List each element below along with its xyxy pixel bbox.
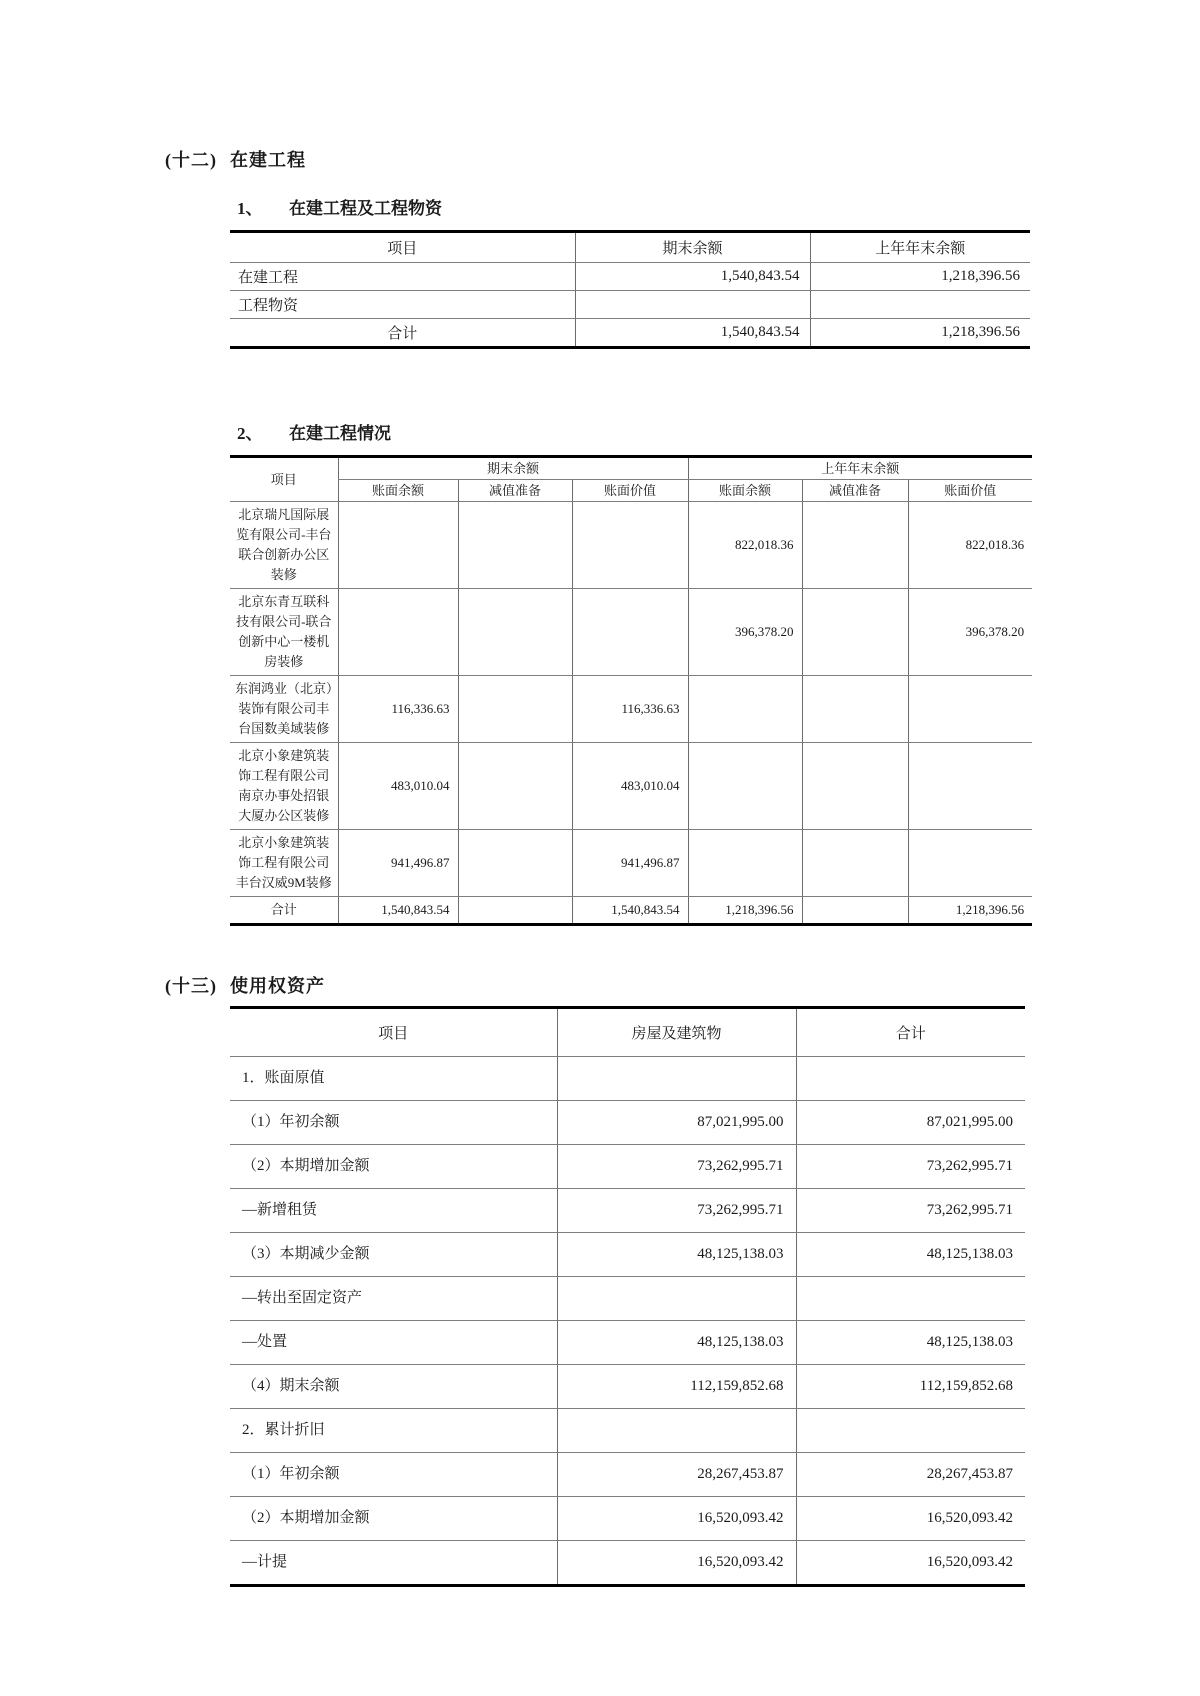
buildings-value-cell bbox=[557, 1409, 796, 1453]
value-cell: 1,218,396.56 bbox=[908, 897, 1032, 925]
value-cell bbox=[802, 897, 908, 925]
buildings-value-cell bbox=[557, 1277, 796, 1321]
table-header-group-row bbox=[230, 457, 1032, 480]
item-cell: （1）年初余额 bbox=[230, 1101, 557, 1145]
prior-balance-cell: 1,218,396.56 bbox=[810, 319, 1030, 348]
section-title: 在建工程 bbox=[230, 150, 306, 170]
value-cell bbox=[688, 830, 802, 897]
value-cell bbox=[458, 897, 572, 925]
value-cell bbox=[458, 743, 572, 830]
value-cell bbox=[688, 676, 802, 743]
table-row bbox=[230, 502, 1032, 589]
value-cell bbox=[458, 502, 572, 589]
total-value-cell: 28,267,453.87 bbox=[796, 1453, 1025, 1497]
prior-balance-cell bbox=[810, 291, 1030, 319]
total-value-cell: 87,021,995.00 bbox=[796, 1101, 1025, 1145]
section-heading-13 bbox=[165, 974, 1200, 998]
table-row bbox=[230, 589, 1032, 676]
table-row bbox=[230, 291, 1030, 319]
column-header-prior-balance: 上年年末余额 bbox=[810, 232, 1030, 263]
buildings-value-cell: 16,520,093.42 bbox=[557, 1497, 796, 1541]
item-cell: （2）本期增加金额 bbox=[230, 1145, 557, 1189]
buildings-value-cell bbox=[557, 1057, 796, 1101]
item-cell: （3）本期减少金额 bbox=[230, 1233, 557, 1277]
value-cell bbox=[802, 502, 908, 589]
value-cell bbox=[458, 830, 572, 897]
subheader-impairment: 减值准备 bbox=[802, 480, 908, 502]
cip-detail-table bbox=[230, 455, 1032, 926]
column-header-buildings: 房屋及建筑物 bbox=[557, 1008, 796, 1057]
buildings-value-cell: 28,267,453.87 bbox=[557, 1453, 796, 1497]
section-title: 使用权资产 bbox=[230, 976, 325, 996]
total-row bbox=[230, 319, 1030, 348]
buildings-value-cell: 87,021,995.00 bbox=[557, 1101, 796, 1145]
subheader-book-balance: 账面余额 bbox=[688, 480, 802, 502]
subsection-caption-2 bbox=[237, 423, 1200, 445]
value-cell bbox=[688, 743, 802, 830]
value-cell: 941,496.87 bbox=[338, 830, 458, 897]
total-value-cell bbox=[796, 1277, 1025, 1321]
value-cell: 483,010.04 bbox=[338, 743, 458, 830]
table-subheader-row bbox=[230, 480, 1032, 502]
subsection-title: 在建工程及工程物资 bbox=[289, 199, 442, 218]
table-row bbox=[230, 1409, 1025, 1453]
buildings-value-cell: 73,262,995.71 bbox=[557, 1145, 796, 1189]
total-value-cell: 73,262,995.71 bbox=[796, 1189, 1025, 1233]
total-value-cell: 73,262,995.71 bbox=[796, 1145, 1025, 1189]
value-cell bbox=[338, 502, 458, 589]
total-value-cell: 16,520,093.42 bbox=[796, 1541, 1025, 1586]
value-cell bbox=[802, 676, 908, 743]
value-cell: 116,336.63 bbox=[338, 676, 458, 743]
item-cell: 在建工程 bbox=[230, 263, 575, 291]
buildings-value-cell: 73,262,995.71 bbox=[557, 1189, 796, 1233]
subsection-title: 在建工程情况 bbox=[289, 424, 391, 443]
value-cell: 822,018.36 bbox=[908, 502, 1032, 589]
table-row bbox=[230, 676, 1032, 743]
value-cell: 396,378.20 bbox=[688, 589, 802, 676]
buildings-value-cell: 48,125,138.03 bbox=[557, 1321, 796, 1365]
total-value-cell bbox=[796, 1057, 1025, 1101]
table-row bbox=[230, 1365, 1025, 1409]
item-cell: —新增租赁 bbox=[230, 1189, 557, 1233]
table-row bbox=[230, 1497, 1025, 1541]
table-row bbox=[230, 1057, 1025, 1101]
project-name-cell: 北京小象建筑装饰工程有限公司南京办事处招银大厦办公区装修 bbox=[230, 743, 338, 830]
table-row bbox=[230, 1453, 1025, 1497]
column-header-ending-balance: 期末余额 bbox=[575, 232, 810, 263]
project-name-cell: 北京瑞凡国际展览有限公司-丰台联合创新办公区装修 bbox=[230, 502, 338, 589]
table-row bbox=[230, 743, 1032, 830]
table-row bbox=[230, 263, 1030, 291]
subheader-book-value: 账面价值 bbox=[908, 480, 1032, 502]
total-value-cell: 48,125,138.03 bbox=[796, 1233, 1025, 1277]
buildings-value-cell: 16,520,093.42 bbox=[557, 1541, 796, 1586]
ending-balance-cell: 1,540,843.54 bbox=[575, 319, 810, 348]
value-cell: 1,540,843.54 bbox=[572, 897, 688, 925]
total-label-cell: 合计 bbox=[230, 319, 575, 348]
value-cell bbox=[802, 743, 908, 830]
value-cell bbox=[802, 830, 908, 897]
table-row bbox=[230, 1321, 1025, 1365]
item-cell: （2）本期增加金额 bbox=[230, 1497, 557, 1541]
total-value-cell: 48,125,138.03 bbox=[796, 1321, 1025, 1365]
total-label-cell: 合计 bbox=[230, 897, 338, 925]
item-cell: 1．账面原值 bbox=[230, 1057, 557, 1101]
section-number: (十二) bbox=[165, 150, 217, 170]
table-row bbox=[230, 1101, 1025, 1145]
value-cell: 941,496.87 bbox=[572, 830, 688, 897]
table-header-row bbox=[230, 232, 1030, 263]
table-row bbox=[230, 1233, 1025, 1277]
section-heading-12 bbox=[165, 0, 1200, 172]
value-cell: 822,018.36 bbox=[688, 502, 802, 589]
subheader-book-balance: 账面余额 bbox=[338, 480, 458, 502]
value-cell: 116,336.63 bbox=[572, 676, 688, 743]
value-cell bbox=[908, 830, 1032, 897]
item-cell: （4）期末余额 bbox=[230, 1365, 557, 1409]
project-name-cell: 东润鸿业（北京）装饰有限公司丰台国数美域装修 bbox=[230, 676, 338, 743]
table-row bbox=[230, 1541, 1025, 1586]
value-cell bbox=[572, 502, 688, 589]
right-of-use-assets-table bbox=[230, 1006, 1025, 1587]
item-cell: 工程物资 bbox=[230, 291, 575, 319]
buildings-value-cell: 48,125,138.03 bbox=[557, 1233, 796, 1277]
column-header-total: 合计 bbox=[796, 1008, 1025, 1057]
project-name-cell: 北京小象建筑装饰工程有限公司丰台汉威9M装修 bbox=[230, 830, 338, 897]
cip-summary-table bbox=[230, 230, 1030, 349]
table-row bbox=[230, 830, 1032, 897]
table-header-row bbox=[230, 1008, 1025, 1057]
column-header-item: 项目 bbox=[230, 457, 338, 502]
value-cell bbox=[802, 589, 908, 676]
group-header-prior-balance: 上年年末余额 bbox=[688, 457, 1032, 480]
column-header-item: 项目 bbox=[230, 1008, 557, 1057]
table-row bbox=[230, 1189, 1025, 1233]
buildings-value-cell: 112,159,852.68 bbox=[557, 1365, 796, 1409]
value-cell: 483,010.04 bbox=[572, 743, 688, 830]
item-cell: 2．累计折旧 bbox=[230, 1409, 557, 1453]
total-value-cell bbox=[796, 1409, 1025, 1453]
total-value-cell: 16,520,093.42 bbox=[796, 1497, 1025, 1541]
subheader-impairment: 减值准备 bbox=[458, 480, 572, 502]
column-header-item: 项目 bbox=[230, 232, 575, 263]
item-cell: （1）年初余额 bbox=[230, 1453, 557, 1497]
value-cell bbox=[908, 676, 1032, 743]
prior-balance-cell: 1,218,396.56 bbox=[810, 263, 1030, 291]
subheader-book-value: 账面价值 bbox=[572, 480, 688, 502]
ending-balance-cell bbox=[575, 291, 810, 319]
item-cell: —转出至固定资产 bbox=[230, 1277, 557, 1321]
value-cell: 396,378.20 bbox=[908, 589, 1032, 676]
item-cell: —计提 bbox=[230, 1541, 557, 1586]
value-cell bbox=[338, 589, 458, 676]
total-row bbox=[230, 897, 1032, 925]
value-cell bbox=[458, 676, 572, 743]
value-cell: 1,218,396.56 bbox=[688, 897, 802, 925]
value-cell bbox=[458, 589, 572, 676]
group-header-ending-balance: 期末余额 bbox=[338, 457, 688, 480]
ending-balance-cell: 1,540,843.54 bbox=[575, 263, 810, 291]
value-cell bbox=[908, 743, 1032, 830]
value-cell: 1,540,843.54 bbox=[338, 897, 458, 925]
project-name-cell: 北京东青互联科技有限公司-联合创新中心一楼机房装修 bbox=[230, 589, 338, 676]
subsection-caption-1 bbox=[237, 198, 1200, 220]
table-row bbox=[230, 1145, 1025, 1189]
item-cell: —处置 bbox=[230, 1321, 557, 1365]
total-value-cell: 112,159,852.68 bbox=[796, 1365, 1025, 1409]
value-cell bbox=[572, 589, 688, 676]
section-number: (十三) bbox=[165, 976, 217, 996]
subsection-number: 1、 bbox=[237, 199, 263, 218]
table-row bbox=[230, 1277, 1025, 1321]
subsection-number: 2、 bbox=[237, 424, 263, 443]
